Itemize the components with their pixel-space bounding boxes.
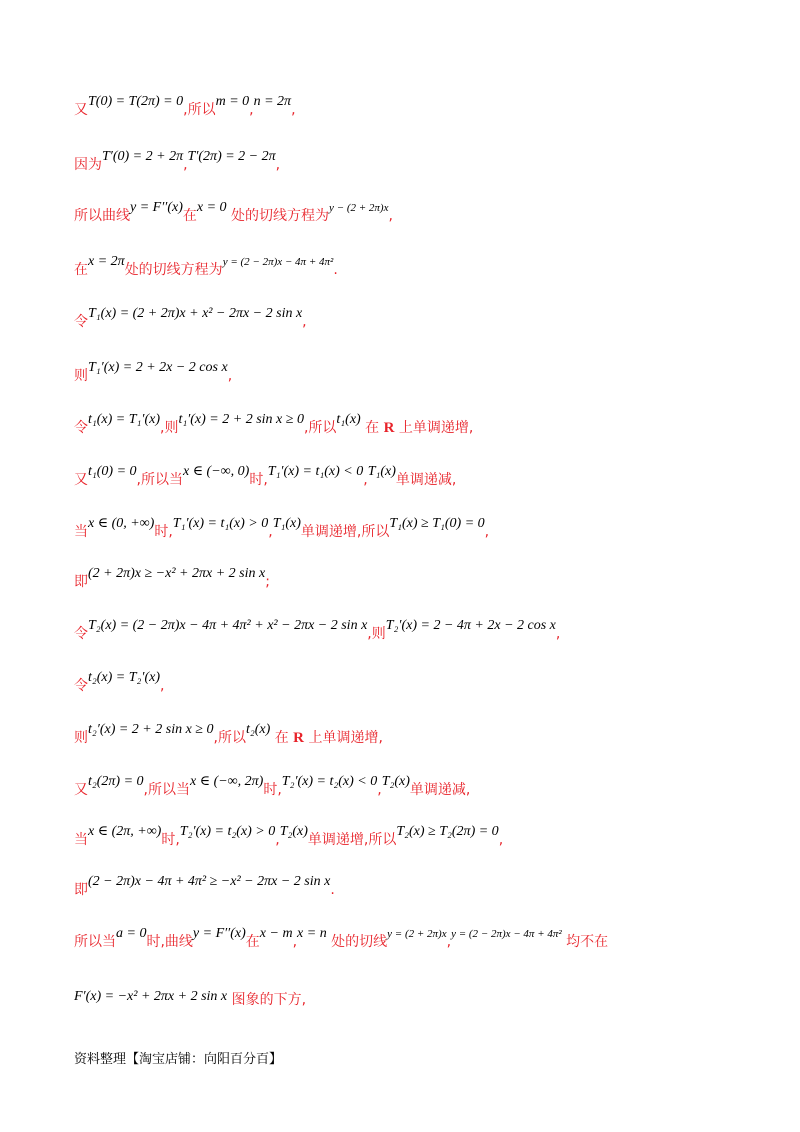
text-run: 又 xyxy=(74,782,88,798)
math-expression: t₁(0) = 0 xyxy=(88,464,137,479)
text-run: 时, xyxy=(249,472,268,488)
text-run: , xyxy=(302,314,307,330)
math-expression: y = (2 + 2π)x xyxy=(387,928,447,940)
text-run: 在 xyxy=(74,262,88,278)
math-expression: a = 0 xyxy=(116,926,147,941)
text-run: 图象的下方, xyxy=(227,992,307,1008)
text-run: , xyxy=(498,832,504,848)
math-expression: T₁′(x) = t₁(x) > 0 xyxy=(172,516,269,531)
math-expression: y = F′′(x) xyxy=(130,200,183,215)
math-expression: T₂′(x) = t₂(x) < 0 xyxy=(281,774,378,789)
math-expression: t₂(x) xyxy=(245,722,271,737)
text-run: ,所以 xyxy=(303,420,337,436)
text-run: ,所以当 xyxy=(136,472,183,488)
solution-line xyxy=(74,824,760,851)
text-run: 令 xyxy=(74,626,88,642)
text-run: , xyxy=(446,934,452,950)
math-expression: t₁′(x) = 2 + 2 sin x ≥ 0 xyxy=(178,412,304,427)
text-run: ,则 xyxy=(160,420,179,436)
math-expression: x = n xyxy=(297,926,327,941)
math-expression: y − (2 + 2π)x xyxy=(329,202,389,214)
solution-line xyxy=(74,874,760,901)
solution-line xyxy=(74,774,760,801)
math-expression: T₁(x) ≥ T₁(0) = 0 xyxy=(389,516,485,531)
text-run: , xyxy=(160,678,165,694)
math-expression: t₁(x) xyxy=(336,412,361,427)
text-run: 又 xyxy=(74,102,88,118)
text-run: , xyxy=(183,157,188,173)
text-run: ,所以 xyxy=(183,102,216,118)
solution-line xyxy=(74,618,760,645)
text-run: 令 xyxy=(74,420,88,436)
text-run: , xyxy=(377,782,382,798)
text-run: 则 xyxy=(74,730,88,746)
math-expression: T₁(x) xyxy=(272,516,301,531)
text-run: . xyxy=(333,262,338,278)
text-run: 所以曲线 xyxy=(74,208,130,224)
text-run: 时, xyxy=(263,782,282,798)
solution-line xyxy=(74,200,760,227)
math-expression: T′(0) = 2 + 2π xyxy=(102,149,184,164)
text-run: 在 xyxy=(182,208,197,224)
text-run: 时,曲线 xyxy=(146,934,193,950)
math-expression: F′(x) = −x² + 2πx + 2 sin x xyxy=(74,989,228,1004)
math-expression: T₁(x) xyxy=(367,464,396,479)
footer-credit: 资料整理【淘宝店铺：向阳百分百】 xyxy=(74,1052,283,1067)
text-run: ,所以当 xyxy=(143,782,190,798)
solution-line xyxy=(74,670,760,697)
solution-line xyxy=(74,254,760,281)
math-expression: t₂′(x) = 2 + 2 sin x ≥ 0 xyxy=(88,722,214,737)
text-run: , xyxy=(275,157,281,173)
text-run: 令 xyxy=(74,678,88,694)
text-run: ,则 xyxy=(367,626,386,642)
solution-line xyxy=(74,566,760,593)
math-expression: x ∈ (0, +∞) xyxy=(88,516,155,531)
text-run: 上单调递增, xyxy=(394,420,474,436)
text-run: , xyxy=(555,626,561,642)
text-run: 单调递增,所以 xyxy=(300,524,390,540)
solution-line xyxy=(74,94,760,121)
math-expression: t₁(x) = T₁′(x) xyxy=(88,412,160,427)
bold-symbol: R xyxy=(293,730,304,746)
text-run: 又 xyxy=(74,472,88,488)
math-expression: m = 0 xyxy=(215,94,250,109)
math-expression: n = 2π xyxy=(253,94,292,109)
text-run: 均不在 xyxy=(561,934,609,950)
math-expression: x − m xyxy=(259,926,293,941)
text-run: 因为 xyxy=(74,157,102,173)
math-expression: T₂(x) xyxy=(381,774,410,789)
math-expression: y = (2 − 2π)x − 4π + 4π² xyxy=(451,928,562,940)
math-expression: x = 2π xyxy=(88,254,125,269)
math-expression: (2 − 2π)x − 4π + 4π² ≥ −x² − 2πx − 2 sin x xyxy=(88,874,331,889)
text-run: , xyxy=(484,524,490,540)
math-expression: T(0) = T(2π) = 0 xyxy=(88,94,184,109)
math-expression: y = (2 − 2π)x − 4π + 4π² xyxy=(222,256,334,268)
text-run: 时, xyxy=(154,524,173,540)
math-expression: T₂(x) ≥ T₂(2π) = 0 xyxy=(396,824,499,839)
solution-line xyxy=(74,990,760,1011)
text-run: , xyxy=(292,934,298,950)
text-run: 即 xyxy=(74,574,88,590)
text-run: 在 xyxy=(360,420,384,436)
text-run: , xyxy=(227,368,233,384)
text-run: 单调递减, xyxy=(409,782,471,798)
text-run: , xyxy=(291,102,296,118)
text-run: 单调递增,所以 xyxy=(307,832,397,848)
math-expression: (2 + 2π)x ≥ −x² + 2πx + 2 sin x xyxy=(88,566,266,581)
solution-line xyxy=(74,412,760,439)
text-run: 在 xyxy=(245,934,260,950)
text-run: , xyxy=(249,102,254,118)
math-expression: T₂′(x) = 2 − 4π + 2x − 2 cos x xyxy=(385,618,556,633)
solution-line xyxy=(74,516,760,543)
solution-line xyxy=(74,722,760,749)
solution-line xyxy=(74,360,760,387)
text-run: , xyxy=(275,832,280,848)
text-run: , xyxy=(388,208,393,224)
math-expression: y = F′′(x) xyxy=(192,926,246,941)
bold-symbol: R xyxy=(383,420,395,436)
math-expression: x ∈ (−∞, 0) xyxy=(182,464,250,479)
text-run: 则 xyxy=(74,368,88,384)
text-run: 在 xyxy=(270,730,294,746)
math-expression: t₂(2π) = 0 xyxy=(88,774,144,789)
math-expression: T₂(x) = (2 − 2π)x − 4π + 4π² + x² − 2πx − 2 sin x xyxy=(88,618,368,633)
solution-line xyxy=(74,306,760,333)
text-run: 即 xyxy=(74,882,88,898)
text-run: , xyxy=(363,472,368,488)
math-expression: x ∈ (2π, +∞) xyxy=(88,824,162,839)
math-expression: x ∈ (−∞, 2π) xyxy=(190,774,264,789)
solution-line xyxy=(74,926,760,953)
text-run: 当 xyxy=(74,832,88,848)
text-run: ; xyxy=(265,574,270,590)
text-run: 上单调递增, xyxy=(304,730,383,746)
math-expression: T₁′(x) = t₁(x) < 0 xyxy=(267,464,364,479)
math-expression: T₁(x) = (2 + 2π)x + x² − 2πx − 2 sin x xyxy=(88,306,303,321)
solution-line xyxy=(74,149,760,176)
text-run: . xyxy=(330,882,335,898)
text-run: 令 xyxy=(74,314,88,330)
text-run: 处的切线方程为 xyxy=(226,208,330,224)
math-expression: t₂(x) = T₂′(x) xyxy=(88,670,160,685)
math-expression: T₁′(x) = 2 + 2x − 2 cos x xyxy=(88,360,228,375)
text-run: 当 xyxy=(74,524,88,540)
text-run: 时, xyxy=(161,832,180,848)
text-run: 所以当 xyxy=(74,934,116,950)
text-run: 处的切线方程为 xyxy=(124,262,223,278)
text-run: , xyxy=(268,524,273,540)
math-expression: x = 0 xyxy=(196,200,227,215)
math-expression: T₂′(x) = t₂(x) > 0 xyxy=(179,824,276,839)
solution-line xyxy=(74,464,760,491)
math-expression: T′(2π) = 2 − 2π xyxy=(187,149,276,164)
text-run: ,所以 xyxy=(213,730,246,746)
text-run: 单调递减, xyxy=(395,472,457,488)
math-expression: T₂(x) xyxy=(279,824,308,839)
text-run: 处的切线 xyxy=(326,934,388,950)
